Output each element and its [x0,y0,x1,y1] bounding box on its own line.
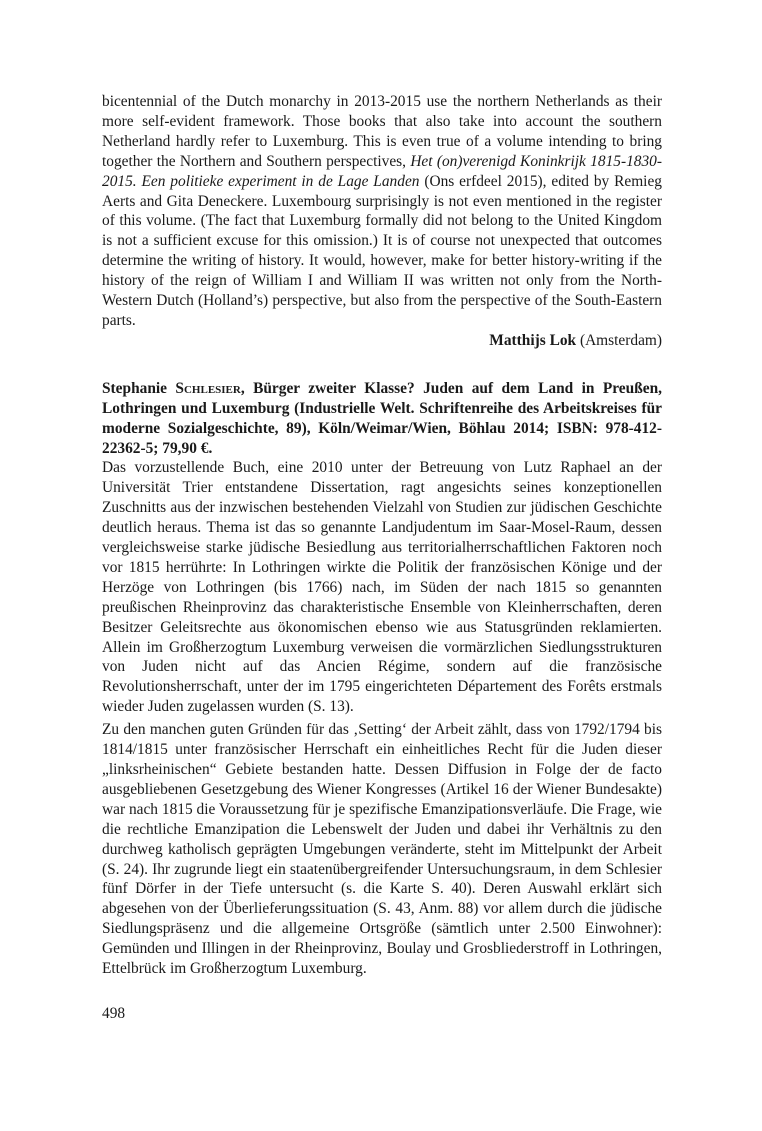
book-title: Het (on)verenigd Koninkrijk 1815-1830-2015. Een politieke experiment in de Lage Landen [102,152,662,190]
author-first-name: Stephanie [102,379,176,397]
book-citation: , Bürger zweiter Klasse? Juden auf dem Land in Preußen, Lothringen und Luxemburg (Industrielle Welt. Schriftenreihe des Arbeitskreises für moderne Sozialgeschichte, 89), Köln/Weimar/Wien, Böhlau 2014; ISBN: 978-412-22362-5; 79,90 €. [102,379,662,457]
page-body [102,92,662,979]
paragraph-text: (Ons erfdeel 2015), edited by Remieg Aerts and Gita Deneckere. Luxembourg surprisingly is not even mentioned in the register of this volume. (The fact that Luxemburg formally did not belong to the United Kingdom is not a sufficient excuse for this omission.) It is of course not unexpected that outcomes determine the writing of history. It would, however, make for better history-writing if the history of the reign of William I and William II was written not only from the North-Western Dutch (Holland’s) perspective, but also from the perspective of the South-Eastern parts. [102,172,662,329]
reviewer-name: Matthijs Lok [489,331,577,349]
reviewer-place: (Amsterdam) [576,331,662,349]
reviewer-signature [102,331,662,351]
page-number: 498 [102,1005,126,1022]
previous-review-paragraph [102,92,662,331]
author-last-name: Schlesier [175,379,241,397]
review-paragraph-2: Zu den manchen guten Gründen für das ‚Setting‘ der Arbeit zählt, dass von 1792/1794 bis 1814/1815 unter französischer Herrschaft ein einheitliches Recht für die Juden dieser „linksrheinischen“ Gebiete bestanden hatte. Dessen Diffusion in Folge der de facto ausgebliebenen Gesetzgebung des Wiener Kongresses (Artikel 16 der Wiener Bundesakte) war nach 1815 die Voraussetzung für je spezifische Emanzipationsverläufe. Die Frage, wie die rechtliche Emanzipation die Lebenswelt der Juden und dabei ihr Verhältnis zu den durchweg katholisch geprägten Umgebungen veränderte, steht im Mittelpunkt der Arbeit (S. 24). Ihr zugrunde liegt ein staatenübergreifender Untersuchungsraum, in dem Schlesier fünf Dörfer in der Tiefe untersucht (s. die Karte S. 40). Deren Auswahl erklärt sich abgesehen von der Überlieferungssituation (S. 43, Anm. 88) vor allem durch die jüdische Siedlungspräsenz und die allgemeine Ortsgröße (sämtlich unter 2.500 Einwohner): Gemünden und Illingen in der Rheinprovinz, Boulay und Grosbliederstroff in Lothringen, Ettelbrück im Großherzogtum Luxemburg. [102,721,662,978]
review-paragraph-1: Das vorzustellende Buch, eine 2010 unter der Betreuung von Lutz Raphael an der Universität Trier entstandene Dissertation, ragt angesichts seines konzeptionellen Zuschnitts aus der inzwischen bestehenden Vielzahl von Studien zur jüdischen Geschichte deutlich heraus. Thema ist das so genannte Landjudentum im Saar-Mosel-Raum, dessen vergleichsweise starke jüdische Besiedlung aus territorialherrschaftlichen Faktoren noch vor 1815 herrührte: In Lothringen wirkte die Politik der französischen Könige und der Herzöge von Lothringen (bis 1766) nach, im Süden der nach 1815 so genannten preußischen Rheinprovinz das charakteristische Ensemble von Kleinherrschaften, deren Besitzer Geleitsrechte aus ökonomischen ebenso wie aus Statusgründen reklamierten. Allein im Großherzogtum Luxemburg verweisen die vormärzlichen Siedlungsstrukturen von Juden nicht auf das Ancien Régime, sondern auf die französische Revolutionsherrschaft, unter der im 1795 eingerichteten Département des Forêts erstmals wieder Juden zugelassen wurden (S. 13). [102,459,662,716]
paragraph-text: bicentennial of the Dutch monarchy in 2013-2015 use the northern Netherlands as their more self-evident framework. Those books that also take into account the southern Netherland hardly refer to Luxemburg. This is even true of a volume intending to bring together the Northern and Southern perspectives, [102,93,662,170]
review-citation-heading [102,379,662,459]
